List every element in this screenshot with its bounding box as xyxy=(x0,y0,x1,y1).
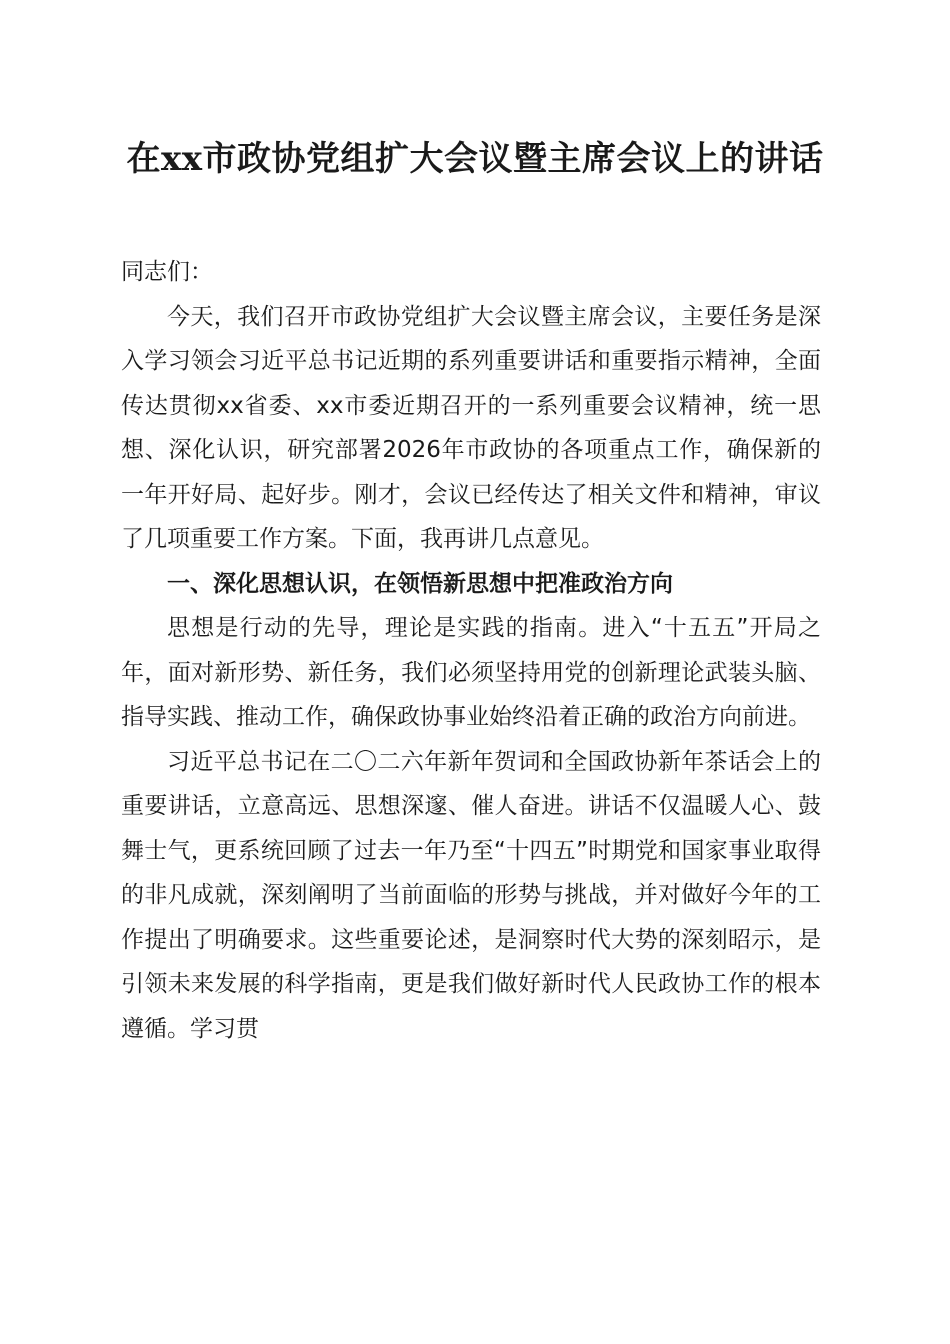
intro-paragraph: 今天，我们召开市政协党组扩大会议暨主席会议，主要任务是深入学习领会习近平总书记近期的系列重要讲话和重要指示精神，全面传达贯彻xx省委、xx市委近期召开的一系列重要会议精神，统一思想、深化认识，研究部署2026年市政协的各项重点工作，确保新的一年开好局、起好步。刚才，会议已经传达了相关文件和精神，审议了几项重要工作方案。下面，我再讲几点意见。 xyxy=(121,303,821,552)
section-paragraph: 习近平总书记在二〇二六年新年贺词和全国政协新年茶话会上的重要讲话，立意高远、思想深邃、催人奋进。讲话不仅温暖人心、鼓舞士气，更系统回顾了过去一年乃至“十四五”时期党和国家事业取得的非凡成就，深刻阐明了当前面临的形势与挑战，并对做好今年的工作提出了明确要求。这些重要论述，是洞察时代大势的深刻昭示，是引领未来发展的科学指南，更是我们做好新时代人民政协工作的根本遵循。学习贯 xyxy=(121,748,821,1042)
section-paragraph: 思想是行动的先导，理论是实践的指南。进入“十五五”开局之年，面对新形势、新任务，我们必须坚持用党的创新理论武装头脑、指导实践、推动工作，确保政协事业始终沿着正确的政治方向前进。 xyxy=(121,615,821,730)
salutation: 同志们： xyxy=(121,259,213,285)
section-heading: 一、深化思想认识，在领悟新思想中把准政治方向 xyxy=(167,570,673,597)
document-body xyxy=(121,250,821,1051)
document-title: 在xx市政协党组扩大会议暨主席会议上的讲话 xyxy=(126,139,824,179)
